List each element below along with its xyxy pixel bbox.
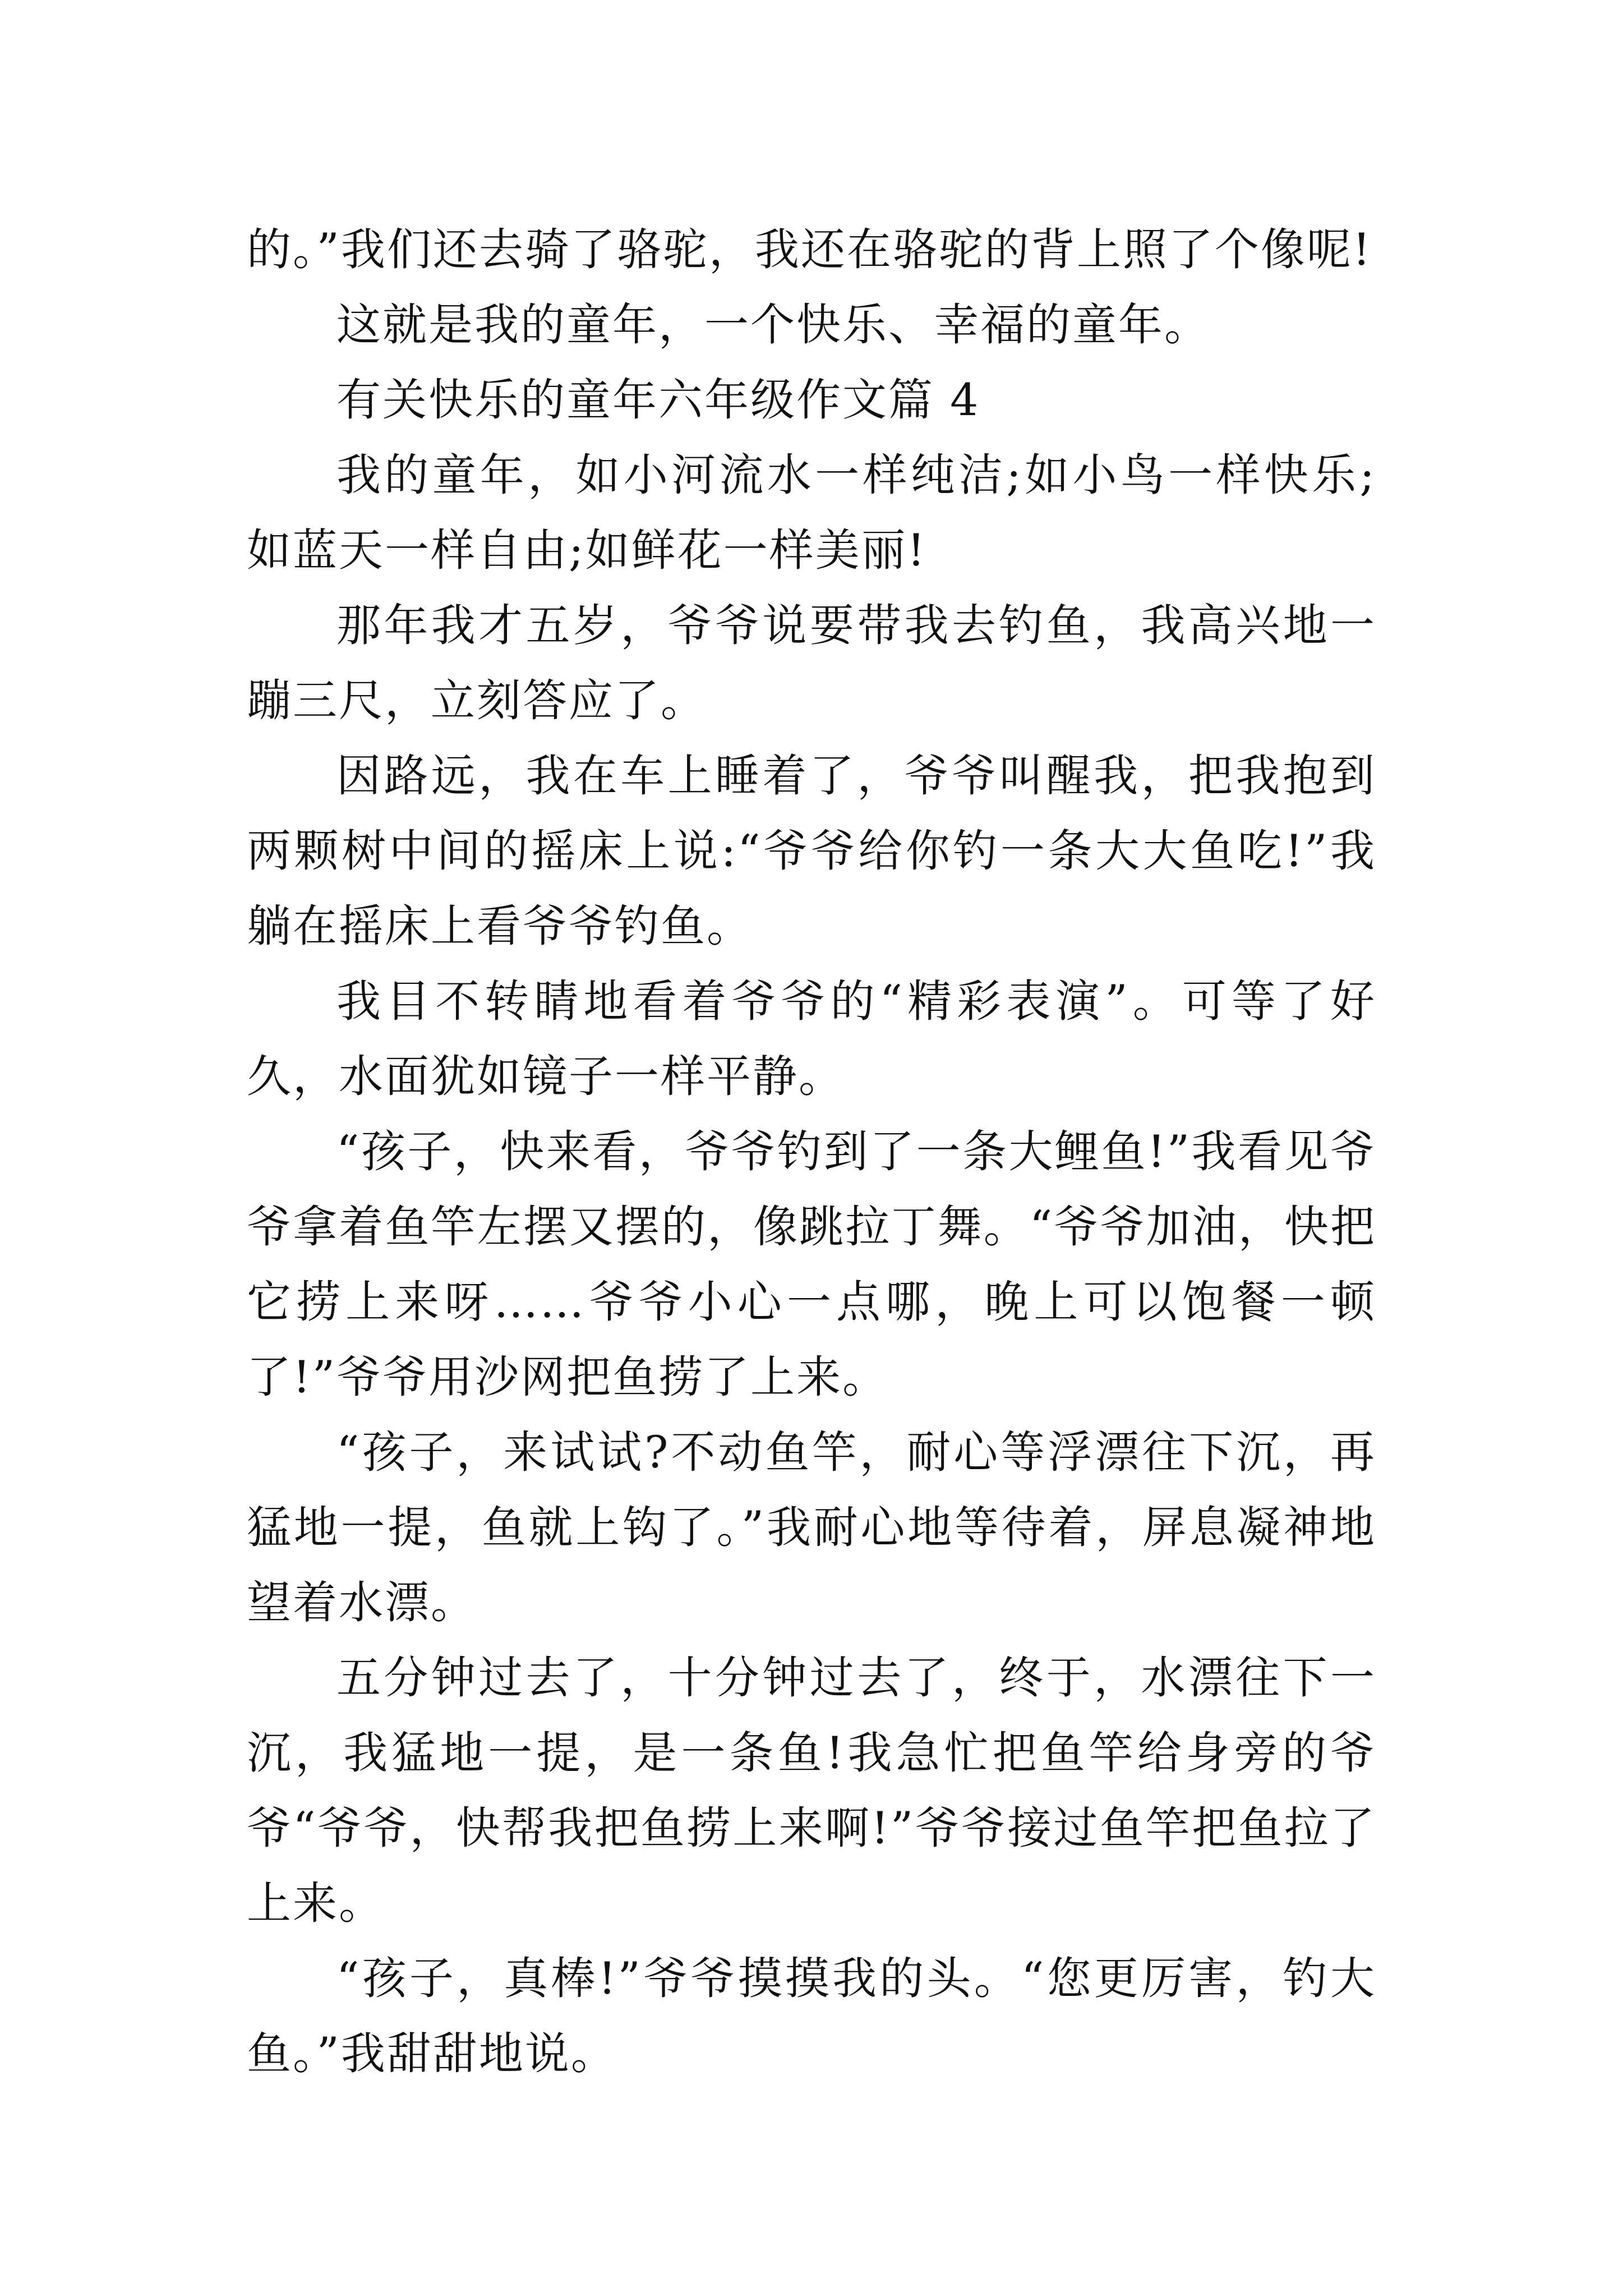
paragraph: 我的童年，如小河流水一样纯洁;如小鸟一样快乐;如蓝天一样自由;如鲜花一样美丽!	[247, 449, 1376, 576]
paragraph: 那年我才五岁，爷爷说要带我去钓鱼，我高兴地一蹦三尺，立刻答应了。	[247, 600, 1376, 726]
paragraph-continuation: 的。”我们还去骑了骆驼，我还在骆驼的背上照了个像呢!	[247, 224, 1372, 275]
paragraph: 因路远，我在车上睡着了，爷爷叫醒我，把我抱到两颗树中间的摇床上说:“爷爷给你钓一条大大鱼吃!”我躺在摇床上看爷爷钓鱼。	[247, 750, 1376, 952]
section-heading: 有关快乐的童年六年级作文篇 4	[336, 374, 980, 426]
paragraph: “孩子，快来看，爷爷钓到了一条大鲤鱼!”我看见爷爷拿着鱼竿左摆又摆的，像跳拉丁舞。“爷爷加油，快把它捞上来呀……爷爷小心一点哪，晚上可以饱餐一顿了!”爷爷用沙网把鱼捞了上来。	[247, 1126, 1376, 1403]
paragraph: 这就是我的童年，一个快乐、幸福的童年。	[336, 299, 1210, 351]
document-body	[247, 212, 1376, 2091]
paragraph: 我目不转睛地看着爷爷的“精彩表演”。可等了好久，水面犹如镜子一样平静。	[247, 976, 1376, 1102]
paragraph: “孩子，真棒!”爷爷摸摸我的头。“您更厉害，钓大鱼。”我甜甜地说。	[247, 1953, 1376, 2079]
paragraph: “孩子，来试试?不动鱼竿，耐心等浮漂往下沉，再猛地一提，鱼就上钩了。”我耐心地等待着，屏息凝神地望着水漂。	[247, 1427, 1376, 1628]
paragraph: 五分钟过去了，十分钟过去了，终于，水漂往下一沉，我猛地一提，是一条鱼!我急忙把鱼竿给身旁的爷爷“爷爷，快帮我把鱼捞上来啊!”爷爷接过鱼竿把鱼拉了上来。	[247, 1652, 1376, 1929]
